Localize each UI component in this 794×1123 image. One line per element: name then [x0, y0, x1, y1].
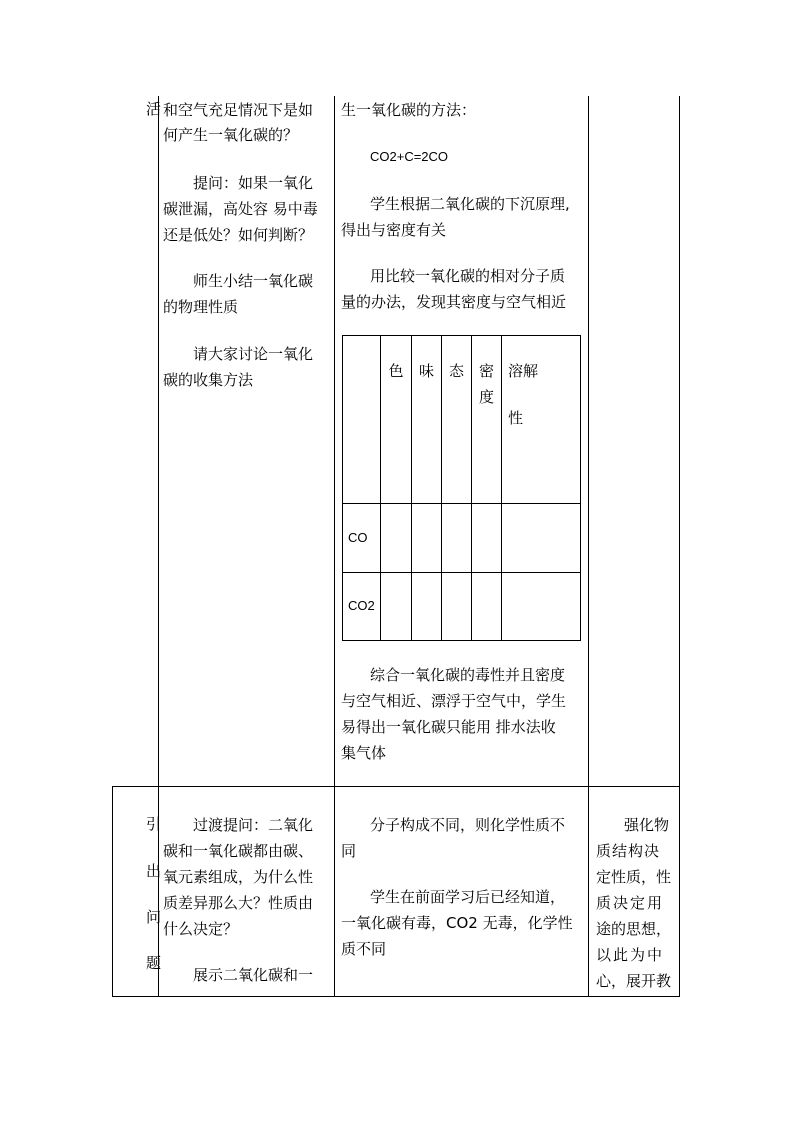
row-label-co: CO	[348, 530, 368, 545]
left-char: 问	[146, 908, 162, 926]
row2-left-label	[146, 786, 162, 996]
intent-line: 以此为中	[596, 946, 665, 964]
intent-line: 途的思想，	[596, 920, 672, 938]
row-label-co2: CO2	[348, 598, 375, 613]
teacher-line: 氧元素组成，为什么性	[163, 868, 314, 886]
inner-table-row-line	[342, 572, 581, 573]
row-divider	[112, 786, 680, 787]
header-odor: 味	[418, 362, 434, 380]
inner-table-top	[342, 335, 581, 336]
teacher-line: 请大家讨论一氧化	[193, 345, 314, 363]
row1-left-label-text: 活	[146, 100, 162, 118]
student-line: 与空气相近、漂浮于空气中，学生	[341, 692, 567, 710]
table-border-left	[112, 786, 113, 997]
inner-table-col-line	[501, 335, 502, 641]
teacher-line: 什么决定？	[163, 920, 239, 938]
header-color: 色	[388, 362, 404, 380]
header-solubility: 溶解	[508, 362, 539, 380]
table-border-bottom	[112, 996, 680, 997]
inner-table-col-line	[342, 335, 343, 641]
left-char: 题	[146, 954, 162, 972]
chemical-equation: CO2+C=2CO	[370, 149, 449, 164]
teacher-line: 提问：如果一氧化	[193, 174, 314, 192]
header-solubility-2: 性	[508, 409, 524, 427]
inner-table-col-line	[580, 335, 581, 641]
student-line: 综合一氧化碳的毒性并且密度	[370, 666, 566, 684]
student-line: 集气体	[341, 744, 387, 762]
left-char: 出	[146, 862, 162, 880]
student-line: 用比较一氧化碳的相对分子质	[370, 267, 566, 285]
column-divider-2	[334, 96, 335, 997]
teacher-line: 师生小结一氧化碳	[193, 272, 314, 290]
teacher-line: 何产生一氧化碳的？	[163, 126, 299, 144]
inner-table-row-line	[342, 503, 581, 504]
inner-table-bottom	[342, 640, 581, 641]
student-line: 易得出一氧化碳只能用 排水法收	[341, 718, 556, 736]
teacher-line: 过渡提问：二氧化	[193, 816, 314, 834]
student-line: 生一氧化碳的方法：	[341, 101, 477, 119]
teacher-line: 碳和一氧化碳都由碳、	[163, 842, 314, 860]
teacher-line: 质差异那么大？性质由	[163, 894, 314, 912]
intent-line: 定性质，性	[596, 868, 672, 886]
column-divider-3	[588, 96, 589, 997]
student-line: 质不同	[341, 940, 387, 958]
teacher-line: 和空气充足情况下是如	[163, 101, 314, 119]
student-line: 得出与密度有关	[341, 221, 447, 239]
teacher-line: 还是低处？如何判断？	[163, 226, 314, 244]
teacher-line: 展示二氧化碳和一	[193, 966, 314, 984]
student-line: 分子构成不同，则化学性质不	[370, 816, 566, 834]
left-char: 引	[146, 815, 162, 833]
student-line: 同	[341, 842, 357, 860]
intent-line: 质决定用	[596, 894, 665, 912]
intent-line: 质结构决	[596, 842, 661, 860]
teacher-line: 碳泄漏，高处容 易中毒	[163, 200, 318, 218]
header-state: 态	[448, 362, 464, 380]
header-density-2: 度	[478, 388, 494, 406]
intent-line: 强化物	[624, 816, 670, 834]
student-line: 学生根据二氧化碳的下沉原理,	[370, 195, 570, 213]
table-border-right	[679, 96, 680, 997]
teacher-line: 的物理性质	[163, 298, 239, 316]
student-line: 学生在前面学习后已经知道，	[370, 888, 566, 906]
teacher-line: 碳的收集方法	[163, 371, 254, 389]
row1-left-label	[146, 96, 162, 126]
header-density: 密	[478, 362, 494, 380]
student-line: 一氧化碳有毒，CO2 无毒，化学性	[341, 914, 573, 932]
intent-line: 心，展开教	[596, 972, 672, 990]
student-line: 量的办法，发现其密度与空气相近	[341, 293, 567, 311]
